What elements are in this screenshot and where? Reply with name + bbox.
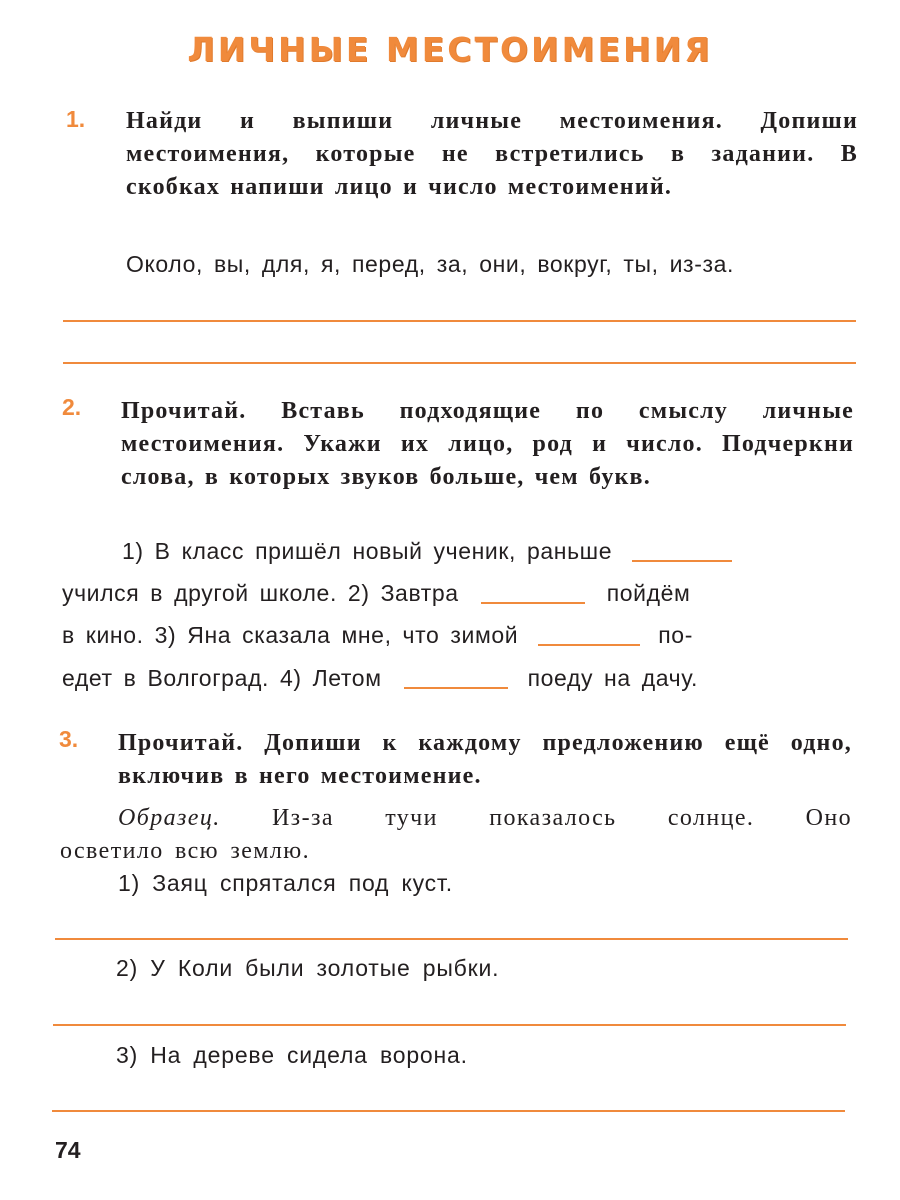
page-number: 74 bbox=[55, 1137, 81, 1163]
task-instruction: Прочитай. Допиши к каждому предложению ещё одно, включив в него местоимение. bbox=[118, 730, 852, 789]
sample-text-continued: осветило всю землю. bbox=[60, 838, 311, 864]
page-title: ЛИЧНЫЕ МЕСТОИМЕНИЯ bbox=[187, 30, 713, 69]
answer-line[interactable] bbox=[52, 1110, 845, 1112]
task-instruction: Прочитай. Вставь подходящие по смыслу личные местоимения. Укажи их лицо, род и число. Подчеркни слова, в которых звуков больше, чем букв. bbox=[121, 398, 854, 490]
blank-field[interactable] bbox=[481, 602, 585, 604]
text-line bbox=[62, 580, 690, 607]
sample-label: Образец. bbox=[118, 805, 221, 831]
text-fragment: учился в другой школе. 2) Завтра bbox=[62, 580, 459, 606]
text-line bbox=[62, 665, 698, 692]
sample-text: Из-за тучи показалось солнце. Оно bbox=[271, 805, 852, 831]
answer-line[interactable] bbox=[63, 362, 856, 364]
word-list: Около, вы, для, я, перед, за, они, вокруг, ты, из-за. bbox=[126, 251, 734, 277]
blank-field[interactable] bbox=[538, 644, 640, 646]
text-fragment: по- bbox=[658, 622, 693, 648]
task-number: 1. bbox=[66, 106, 86, 132]
task-instruction: Найди и выпиши личные местоимения. Допиши местоимения, которые не встретились в задании. В скобках напиши лицо и число местоимений. bbox=[126, 108, 858, 200]
exercise-sentence: 3) На дереве сидела ворона. bbox=[116, 1042, 468, 1068]
blank-field[interactable] bbox=[632, 560, 732, 562]
exercise-sentence: 1) Заяц спрятался под куст. bbox=[118, 870, 453, 896]
text-fragment: пойдём bbox=[606, 580, 691, 606]
text-line bbox=[122, 538, 736, 565]
exercise-sentence: 2) У Коли были золотые рыбки. bbox=[116, 955, 500, 981]
text-fragment: едет в Волгоград. 4) Летом bbox=[62, 665, 382, 691]
task-number: 2. bbox=[62, 394, 82, 420]
answer-line[interactable] bbox=[55, 938, 848, 940]
text-line bbox=[62, 622, 693, 649]
text-fragment: 1) В класс пришёл новый ученик, раньше bbox=[122, 538, 613, 564]
task-number: 3. bbox=[59, 726, 79, 752]
sample-line bbox=[118, 802, 852, 835]
blank-field[interactable] bbox=[404, 687, 508, 689]
text-fragment: поеду на дачу. bbox=[527, 665, 699, 691]
answer-line[interactable] bbox=[53, 1024, 846, 1026]
text-fragment: в кино. 3) Яна сказала мне, что зимой bbox=[62, 622, 519, 648]
answer-line[interactable] bbox=[63, 320, 856, 322]
